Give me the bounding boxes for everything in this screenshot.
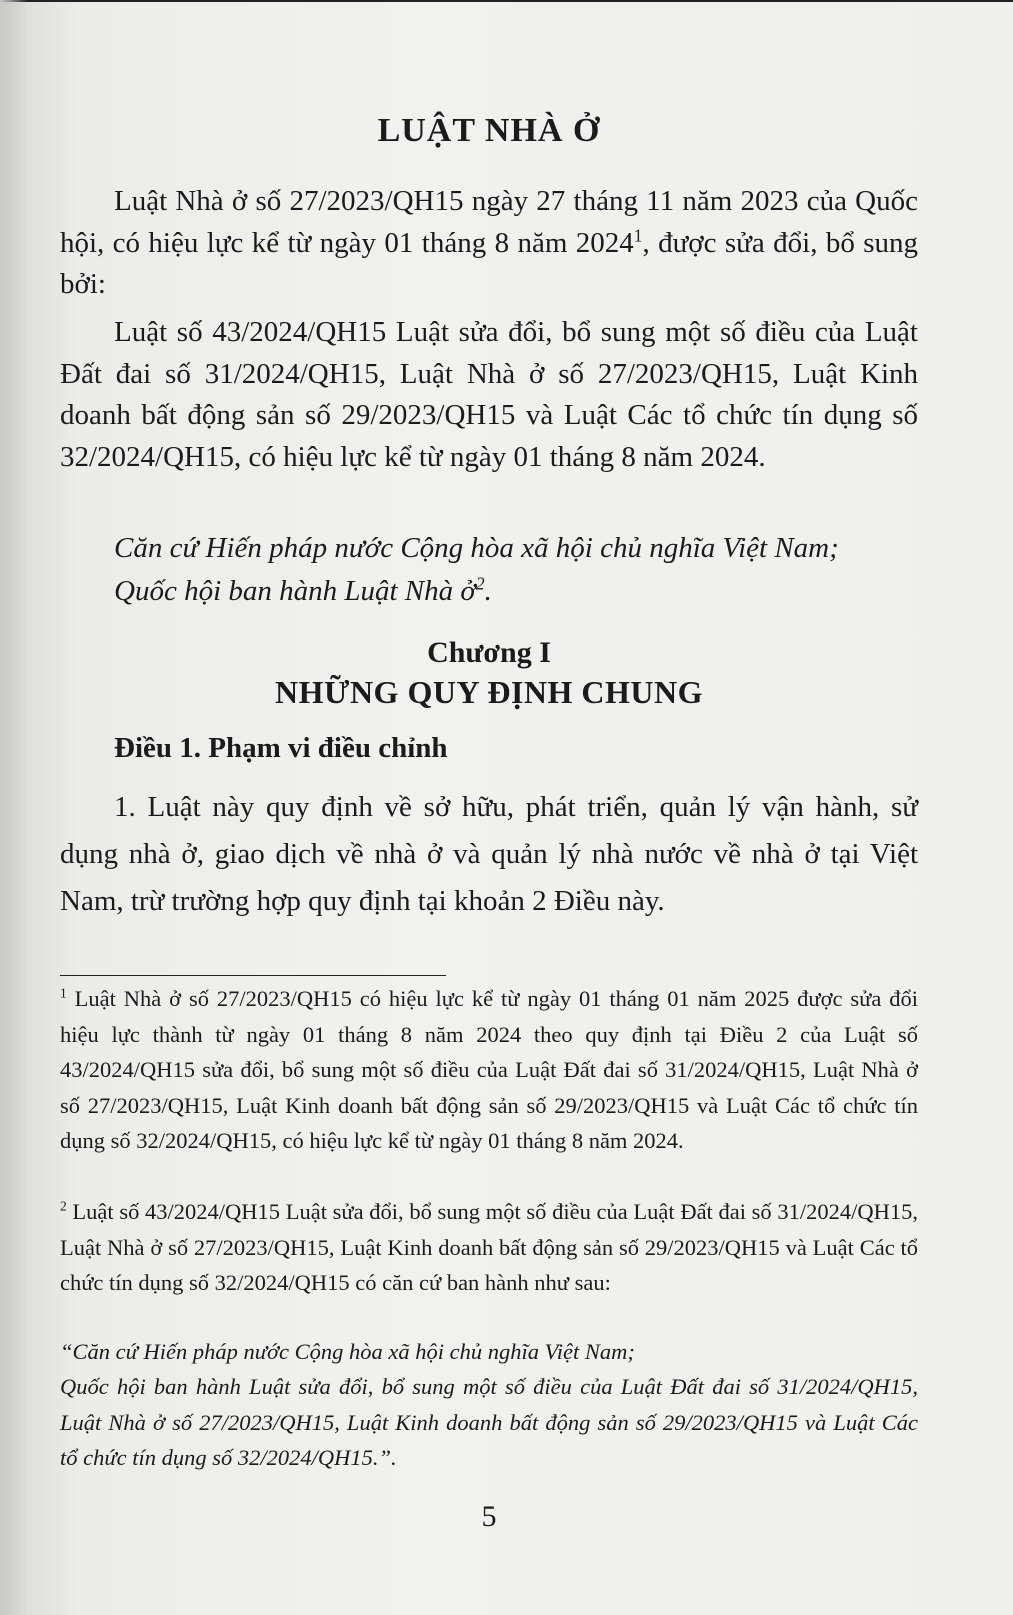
article-1-clause-1: 1. Luật này quy định về sở hữu, phát triển, quản lý vận hành, sử dụng nhà ở, giao dịch về nhà ở và quản lý nhà nước về nhà ở tại Việt Nam, trừ trường hợp quy định tại khoản 2 Điều này. — [60, 791, 918, 917]
footnote-separator — [60, 975, 446, 976]
promulgation-line — [60, 571, 918, 613]
legal-basis: Căn cứ Hiến pháp nước Cộng hòa xã hội chủ nghĩa Việt Nam; — [114, 532, 839, 564]
footnote-2 — [60, 1194, 918, 1301]
promulgation-text: Quốc hội ban hành Luật Nhà ở — [114, 575, 476, 607]
footnote-ref-2: 2 — [475, 573, 485, 594]
promulgation-tail: . — [484, 575, 492, 607]
footnote-quote-line-1: “Căn cứ Hiến pháp nước Cộng hòa xã hội chủ nghĩa Việt Nam; — [60, 1339, 635, 1364]
footnote-1-mark: 1 — [60, 985, 67, 1001]
intro-paragraph-1-tail: , được sửa đổi, bổ sung bởi: — [60, 226, 918, 300]
chapter-title: NHỮNG QUY ĐỊNH CHUNG — [274, 674, 704, 710]
top-edge-line — [0, 0, 1013, 2]
gutter-shadow — [0, 0, 28, 1615]
footnote-1 — [60, 981, 918, 1159]
footnote-1-text: Luật Nhà ở số 27/2023/QH15 có hiệu lực kể từ ngày 01 tháng 01 năm 2025 được sửa đổi hiệu lực thành từ ngày 01 tháng 8 năm 2024 theo quy định tại Điều 2 của Luật số 43/2024/QH15 sửa đổi, bổ sung một số điều của Luật Đất đai số 31/2024/QH15, Luật Nhà ở số 27/2023/QH15, Luật Kinh doanh bất động sản số 29/2023/QH15 và Luật Các tổ chức tín dụng số 32/2024/QH15, có hiệu lực kể từ ngày 01 tháng 8 năm 2024. — [60, 986, 918, 1153]
page-number: 5 — [481, 1500, 497, 1533]
intro-paragraph-2: Luật số 43/2024/QH15 Luật sửa đổi, bổ sung một số điều của Luật Đất đai số 31/2024/QH15, Luật Nhà ở số 27/2023/QH15, Luật Kinh doanh bất động sản số 29/2023/QH15 và Luật Các tổ chức tín dụng số 32/2024/QH15, có hiệu lực kể từ ngày 01 tháng 8 năm 2024. — [60, 316, 918, 473]
article-1-heading: Điều 1. Phạm vi điều chỉnh — [114, 732, 448, 764]
footnote-quote-line-2: Quốc hội ban hành Luật sửa đổi, bổ sung một số điều của Luật Đất đai số 31/2024/QH15, Luật Nhà ở số 27/2023/QH15, Luật Kinh doanh bất động sản số 29/2023/QH15 và Luật Các tổ chức tín dụng số 32/2024/QH15.”. — [60, 1374, 918, 1470]
footnote-2-text: Luật số 43/2024/QH15 Luật sửa đổi, bổ sung một số điều của Luật Đất đai số 31/2024/QH15, Luật Nhà ở số 27/2023/QH15, Luật Kinh doanh bất động sản số 29/2023/QH15 và Luật Các tổ chức tín dụng số 32/2024/QH15 có căn cứ ban hành như sau: — [60, 1199, 918, 1295]
footnote-2-mark: 2 — [60, 1198, 67, 1214]
intro-paragraph-1-text: Luật Nhà ở số 27/2023/QH15 ngày 27 tháng 11 năm 2023 của Quốc hội, có hiệu lực kể từ ngày 01 tháng 8 năm 2024 — [60, 185, 918, 259]
footnote-ref-1: 1 — [633, 224, 643, 245]
chapter-number: Chương I — [427, 636, 551, 669]
intro-paragraph-1 — [60, 181, 918, 306]
law-title: LUẬT NHÀ Ở — [377, 112, 601, 149]
